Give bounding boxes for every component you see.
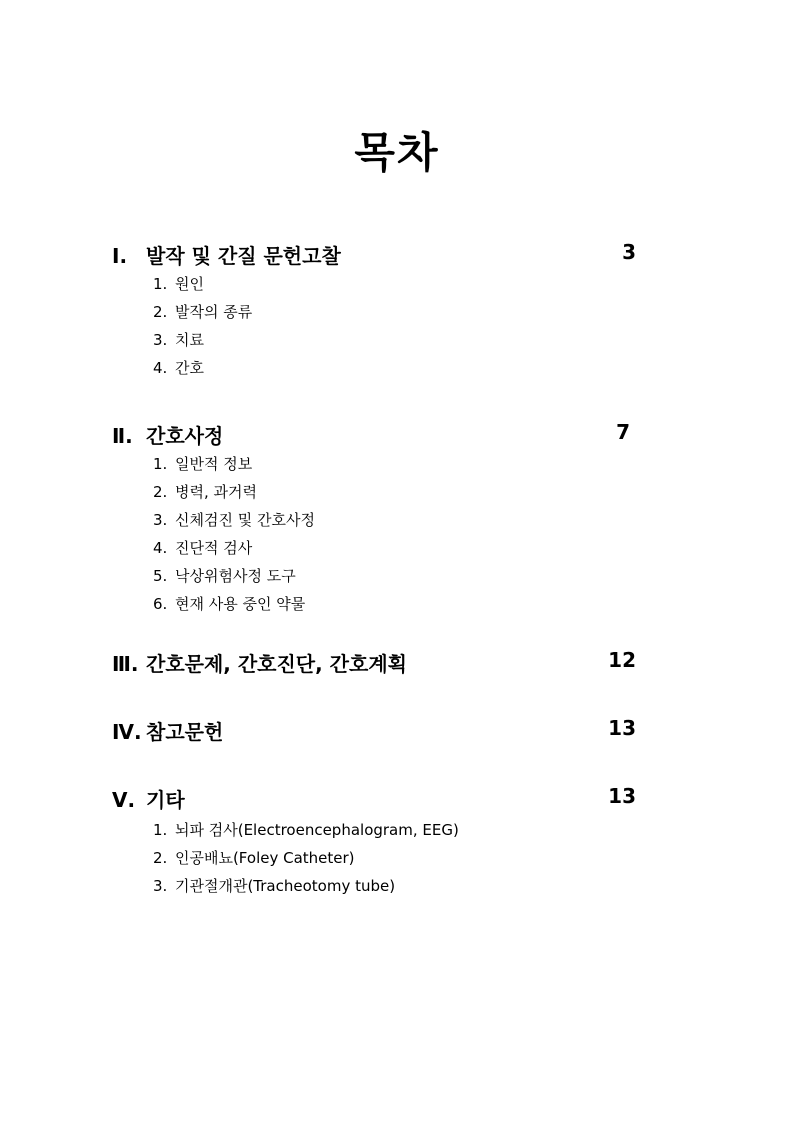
toc-section-1[interactable]	[112, 240, 636, 270]
section-numeral: Ⅴ.	[112, 788, 136, 812]
subitem-text: 기관절개관(Tracheotomy tube)	[175, 877, 396, 895]
toc-section-2[interactable]	[112, 420, 636, 450]
toc-subitem[interactable]	[153, 872, 459, 900]
subitem-number: 3.	[153, 511, 168, 529]
subitem-number: 4.	[153, 539, 168, 557]
toc-subitem[interactable]	[153, 298, 252, 326]
section-heading: 간호사정	[146, 424, 224, 448]
subitem-text: 현재 사용 중인 약물	[175, 595, 306, 613]
section-heading: 간호문제, 간호진단, 간호계획	[146, 652, 407, 676]
section-page-number: 7	[616, 420, 630, 444]
section-page-number: 3	[622, 240, 636, 264]
toc-subitem[interactable]	[153, 270, 252, 298]
toc-subitem[interactable]	[153, 534, 315, 562]
page-title: 목차	[354, 128, 440, 177]
toc-subitem[interactable]	[153, 506, 315, 534]
section-page-number: 12	[608, 648, 636, 672]
section-heading: 참고문헌	[146, 720, 224, 744]
toc-subitem[interactable]	[153, 450, 315, 478]
subitem-text: 낙상위험사정 도구	[175, 567, 296, 585]
subitem-number: 3.	[153, 877, 168, 895]
subitem-text: 뇌파 검사(Electroencephalogram, EEG)	[175, 821, 459, 839]
toc-subitem[interactable]	[153, 562, 315, 590]
subitem-text: 병력, 과거력	[175, 483, 257, 501]
section-heading: 기타	[146, 788, 185, 812]
subitem-number: 5.	[153, 567, 168, 585]
toc-subitem[interactable]	[153, 478, 315, 506]
toc-section-5[interactable]	[112, 784, 636, 814]
section-page-number: 13	[608, 716, 636, 740]
toc-subitems-1	[153, 270, 252, 382]
toc-subitem[interactable]	[153, 816, 459, 844]
subitem-text: 간호	[175, 359, 204, 377]
toc-section-3[interactable]	[112, 648, 636, 678]
subitem-text: 진단적 검사	[175, 539, 253, 557]
toc-subitem[interactable]	[153, 326, 252, 354]
subitem-text: 일반적 정보	[175, 455, 253, 473]
subitem-number: 1.	[153, 455, 168, 473]
section-page-number: 13	[608, 784, 636, 808]
subitem-number: 2.	[153, 849, 168, 867]
subitem-number: 6.	[153, 595, 168, 613]
section-numeral: Ⅱ.	[112, 424, 133, 448]
subitem-number: 1.	[153, 821, 168, 839]
section-numeral: Ⅰ.	[112, 244, 128, 268]
subitem-text: 인공배뇨(Foley Catheter)	[175, 849, 355, 867]
toc-subitem[interactable]	[153, 354, 252, 382]
toc-subitems-2	[153, 450, 315, 618]
subitem-number: 3.	[153, 331, 168, 349]
toc-subitems-5	[153, 816, 459, 900]
section-numeral: Ⅲ.	[112, 652, 139, 676]
section-heading: 발작 및 간질 문헌고찰	[146, 244, 341, 268]
subitem-number: 2.	[153, 303, 168, 321]
subitem-text: 원인	[175, 275, 204, 293]
section-numeral: Ⅳ.	[112, 720, 142, 744]
subitem-text: 신체검진 및 간호사정	[175, 511, 315, 529]
subitem-number: 4.	[153, 359, 168, 377]
subitem-number: 1.	[153, 275, 168, 293]
subitem-text: 발작의 종류	[175, 303, 253, 321]
toc-section-4[interactable]	[112, 716, 636, 746]
toc-subitem[interactable]	[153, 590, 315, 618]
toc-subitem[interactable]	[153, 844, 459, 872]
subitem-text: 치료	[175, 331, 204, 349]
subitem-number: 2.	[153, 483, 168, 501]
